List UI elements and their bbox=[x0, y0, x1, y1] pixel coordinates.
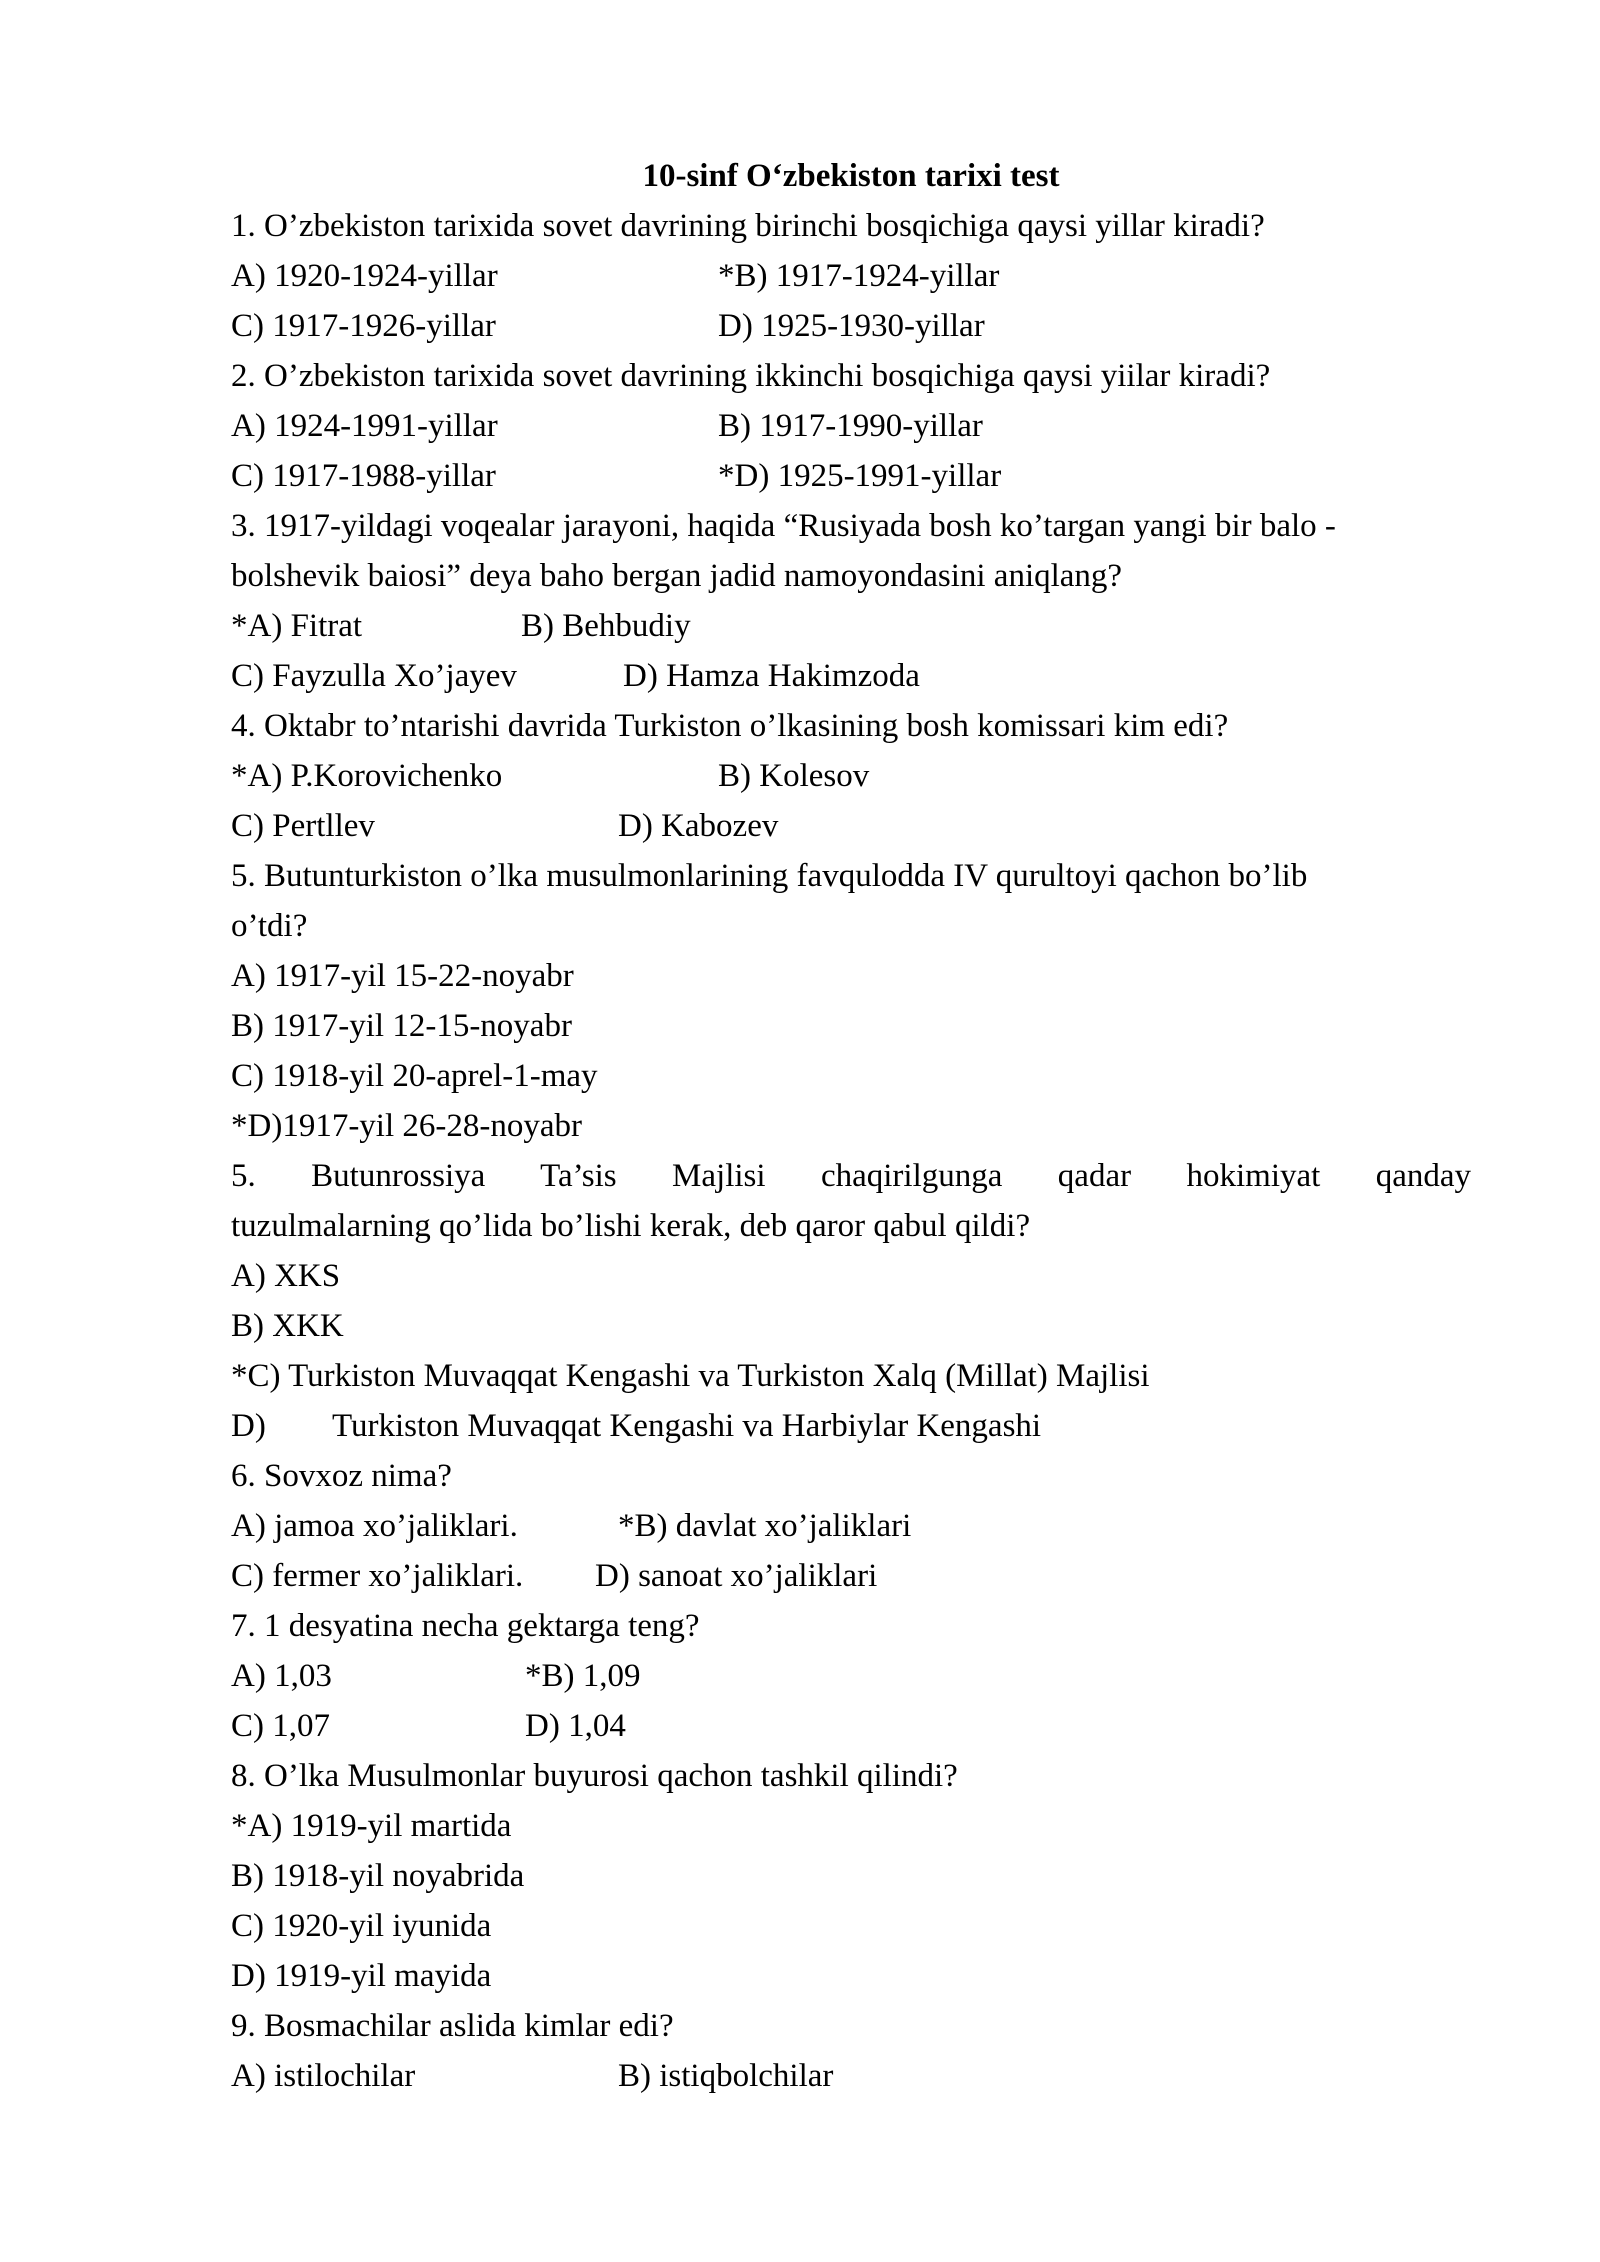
question-5a-line-2: o’tdi? bbox=[231, 908, 308, 944]
question-8-option-d: D) 1919-yil mayida bbox=[231, 1958, 492, 1994]
option-d: D) 1925-1930-yillar bbox=[718, 308, 985, 344]
question-2: 2. O’zbekiston tarixida sovet davrining ikkinchi bosqichiga qaysi yiilar kiradi? bbox=[231, 358, 1271, 394]
option-d: D) Hamza Hakimzoda bbox=[623, 658, 920, 694]
option-a: A) jamoa xo’jaliklari. bbox=[231, 1508, 518, 1544]
question-4: 4. Oktabr to’ntarishi davrida Turkiston o’lkasining bosh komissari kim edi? bbox=[231, 708, 1229, 744]
option-c: C) fermer xo’jaliklari. bbox=[231, 1558, 524, 1594]
option-d: *D) 1925-1991-yillar bbox=[718, 458, 1002, 494]
option-d: D) Kabozev bbox=[618, 808, 779, 844]
question-5a-line-1: 5. Butunturkiston o’lka musulmonlarining favqulodda IV qurultoyi qachon bo’lib bbox=[231, 858, 1308, 894]
option-c: C) 1917-1926-yillar bbox=[231, 308, 496, 344]
question-9: 9. Bosmachilar aslida kimlar edi? bbox=[231, 2008, 674, 2044]
question-5b-line-1: 5. Butunrossiya Ta’sis Majlisi chaqirilgunga qadar hokimiyat qanday bbox=[231, 1158, 1471, 1194]
question-1-options-row-ab bbox=[231, 251, 1471, 301]
question-8: 8. O’lka Musulmonlar buyurosi qachon tashkil qilindi? bbox=[231, 1758, 958, 1794]
question-5b-line-2: tuzulmalarning qo’lida bo’lishi kerak, deb qaror qabul qildi? bbox=[231, 1208, 1031, 1244]
option-a: A) istilochilar bbox=[231, 2058, 416, 2094]
question-3-options-row-ab bbox=[231, 601, 1471, 651]
question-4-options-row-cd bbox=[231, 801, 1471, 851]
question-5a-option-a: A) 1917-yil 15-22-noyabr bbox=[231, 958, 574, 994]
option-d-text: Turkiston Muvaqqat Kengashi va Harbiylar Kengashi bbox=[332, 1408, 1042, 1444]
question-2-options-row-cd bbox=[231, 451, 1471, 501]
option-c: C) 1917-1988-yillar bbox=[231, 458, 496, 494]
question-1-options-row-cd bbox=[231, 301, 1471, 351]
option-a: A) 1,03 bbox=[231, 1658, 332, 1694]
question-8-option-a: *A) 1919-yil martida bbox=[231, 1808, 512, 1844]
question-2-options-row-ab bbox=[231, 401, 1471, 451]
option-a: A) 1920-1924-yillar bbox=[231, 258, 498, 294]
question-8-option-c: C) 1920-yil iyunida bbox=[231, 1908, 492, 1944]
option-b: *B) davlat xo’jaliklari bbox=[618, 1508, 912, 1544]
question-5a-option-b: B) 1917-yil 12-15-noyabr bbox=[231, 1008, 572, 1044]
question-7-options-row-cd bbox=[231, 1701, 1471, 1751]
question-5a-option-c: C) 1918-yil 20-aprel-1-may bbox=[231, 1058, 598, 1094]
option-b: B) Behbudiy bbox=[521, 608, 691, 644]
option-d: D) 1,04 bbox=[525, 1708, 626, 1744]
option-c: C) Fayzulla Xo’jayev bbox=[231, 658, 517, 694]
question-3-line-1: 3. 1917-yildagi voqealar jarayoni, haqida “Rusiyada bosh ko’targan yangi bir balo - bbox=[231, 508, 1336, 544]
question-5a-option-d: *D)1917-yil 26-28-noyabr bbox=[231, 1108, 583, 1144]
option-d-label: D) bbox=[231, 1408, 266, 1444]
question-3-line-2: bolshevik baiosi” deya baho bergan jadid namoyondasini aniqlang? bbox=[231, 558, 1123, 594]
question-5b-option-b: B) XKK bbox=[231, 1308, 344, 1344]
question-8-option-b: B) 1918-yil noyabrida bbox=[231, 1858, 525, 1894]
option-c: C) 1,07 bbox=[231, 1708, 330, 1744]
question-6-options-row-cd bbox=[231, 1551, 1471, 1601]
question-3-options-row-cd bbox=[231, 651, 1471, 701]
option-b: *B) 1,09 bbox=[525, 1658, 641, 1694]
question-7: 7. 1 desyatina necha gektarga teng? bbox=[231, 1608, 700, 1644]
option-b: B) Kolesov bbox=[718, 758, 870, 794]
question-6: 6. Sovxoz nima? bbox=[231, 1458, 452, 1494]
test-title: 10-sinf O‘zbekiston tarixi test bbox=[642, 158, 1060, 194]
question-5b-option-d bbox=[231, 1401, 1471, 1451]
option-a: *A) P.Korovichenko bbox=[231, 758, 503, 794]
question-7-options-row-ab bbox=[231, 1651, 1471, 1701]
option-d: D) sanoat xo’jaliklari bbox=[595, 1558, 878, 1594]
option-b: *B) 1917-1924-yillar bbox=[718, 258, 1000, 294]
question-5b-option-c: *C) Turkiston Muvaqqat Kengashi va Turkiston Xalq (Millat) Majlisi bbox=[231, 1358, 1150, 1394]
option-a: A) 1924-1991-yillar bbox=[231, 408, 498, 444]
option-b: B) 1917-1990-yillar bbox=[718, 408, 983, 444]
question-4-options-row-ab bbox=[231, 751, 1471, 801]
option-a: *A) Fitrat bbox=[231, 608, 363, 644]
document-content bbox=[231, 151, 1471, 2101]
option-b: B) istiqbolchilar bbox=[618, 2058, 834, 2094]
question-9-options-row-ab bbox=[231, 2051, 1471, 2101]
option-c: C) Pertllev bbox=[231, 808, 375, 844]
question-5b-option-a: A) XKS bbox=[231, 1258, 341, 1294]
question-6-options-row-ab bbox=[231, 1501, 1471, 1551]
question-1: 1. O’zbekiston tarixida sovet davrining birinchi bosqichiga qaysi yillar kiradi? bbox=[231, 208, 1265, 244]
